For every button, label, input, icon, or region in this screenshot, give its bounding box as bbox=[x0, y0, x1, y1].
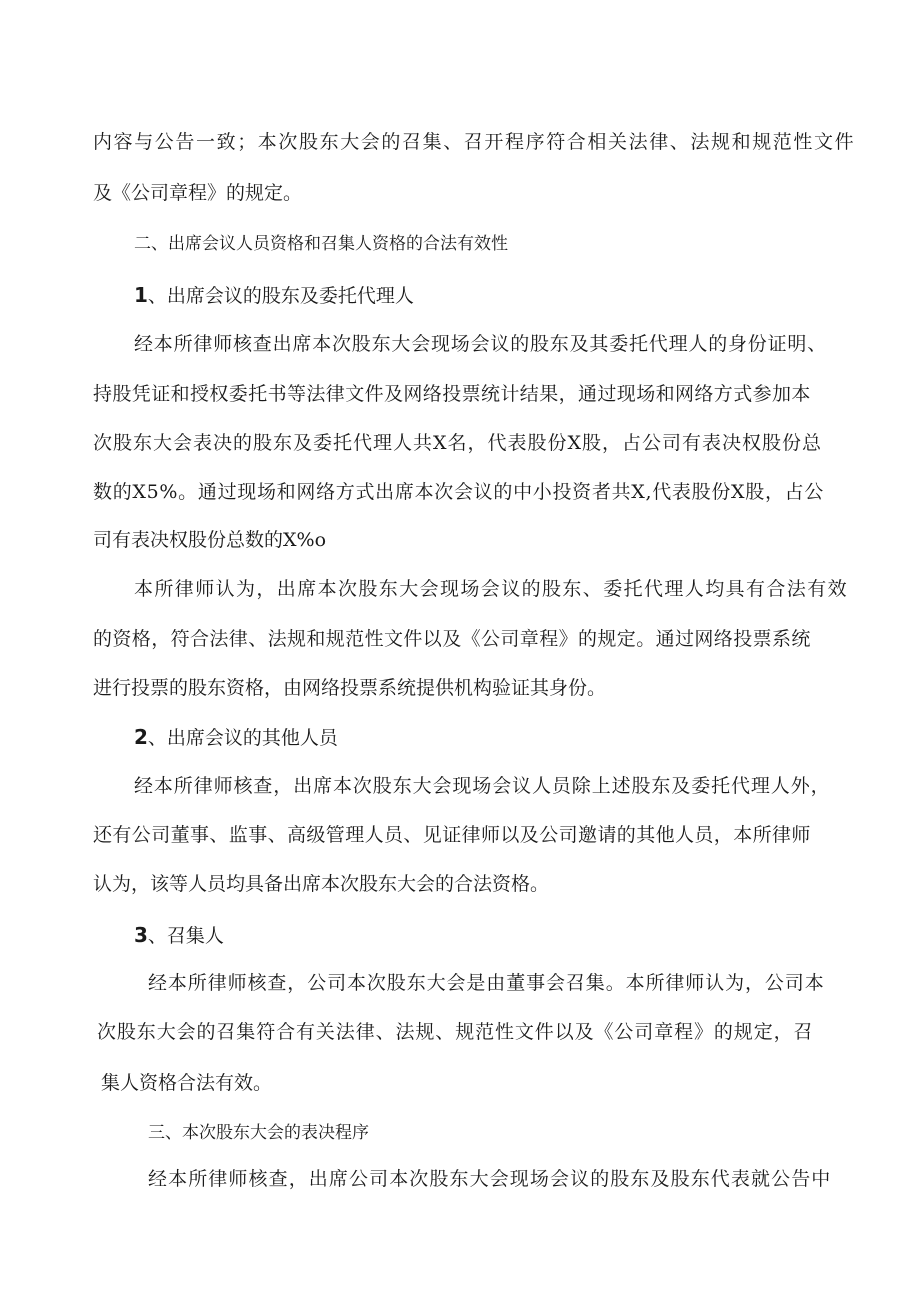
paragraph-line: 认为，该等人员均具备出席本次股东大会的合法资格。 bbox=[93, 873, 550, 895]
subsection-heading bbox=[134, 922, 224, 949]
paragraph-line: 进行投票的股东资格，由网络投票系统提供机构验证其身份。 bbox=[93, 677, 607, 699]
subsection-number: 3 bbox=[134, 923, 148, 947]
paragraph-line: 司有表决权股份总数的X%o bbox=[93, 529, 327, 551]
paragraph-line: 次股东大会的召集符合有关法律、法规、规范性文件以及《公司章程》的规定，召 bbox=[97, 1021, 814, 1043]
subsection-title: 、召集人 bbox=[147, 925, 224, 947]
paragraph-line: 内容与公告一致；本次股东大会的召集、召开程序符合相关法律、法规和规范性文件 bbox=[93, 131, 856, 153]
paragraph-line: 经本所律师核查出席本次股东大会现场会议的股东及其委托代理人的身份证明、 bbox=[134, 333, 828, 355]
paragraph-line: 的资格，符合法律、法规和规范性文件以及《公司章程》的规定。通过网络投票系统 bbox=[93, 628, 811, 650]
section-heading: 二、出席会议人员资格和召集人资格的合法有效性 bbox=[134, 234, 508, 254]
subsection-number: 1 bbox=[134, 283, 148, 307]
subsection-number: 2 bbox=[134, 725, 148, 749]
paragraph-line: 及《公司章程》的规定。 bbox=[93, 182, 303, 204]
paragraph-line: 次股东大会表决的股东及委托代理人共X名，代表股份X股，占公司有表决权股份总 bbox=[93, 432, 823, 454]
subsection-heading bbox=[134, 724, 338, 751]
paragraph-line: 持股凭证和授权委托书等法律文件及网络投票统计结果，通过现场和网络方式参加本 bbox=[93, 383, 811, 405]
paragraph-line: 本所律师认为，出席本次股东大会现场会议的股东、委托代理人均具有合法有效 bbox=[134, 578, 849, 600]
paragraph-line: 经本所律师核查，公司本次股东大会是由董事会召集。本所律师认为，公司本 bbox=[148, 972, 825, 994]
paragraph-line: 经本所律师核查，出席本次股东大会现场会议人员除上述股东及委托代理人外， bbox=[134, 775, 831, 797]
subsection-heading bbox=[134, 282, 414, 309]
paragraph-line: 数的X5%。通过现场和网络方式出席本次会议的中小投资者共X,代表股份X股，占公 bbox=[93, 481, 825, 503]
paragraph-line: 还有公司董事、监事、高级管理人员、见证律师以及公司邀请的其他人员，本所律师 bbox=[93, 824, 811, 846]
paragraph-line: 经本所律师核查，出席公司本次股东大会现场会议的股东及股东代表就公告中 bbox=[148, 1168, 832, 1190]
paragraph-line: 集人资格合法有效。 bbox=[101, 1072, 273, 1094]
section-heading: 三、本次股东大会的表决程序 bbox=[148, 1123, 369, 1143]
subsection-title: 、出席会议的其他人员 bbox=[147, 727, 338, 749]
subsection-title: 、出席会议的股东及委托代理人 bbox=[147, 285, 414, 307]
